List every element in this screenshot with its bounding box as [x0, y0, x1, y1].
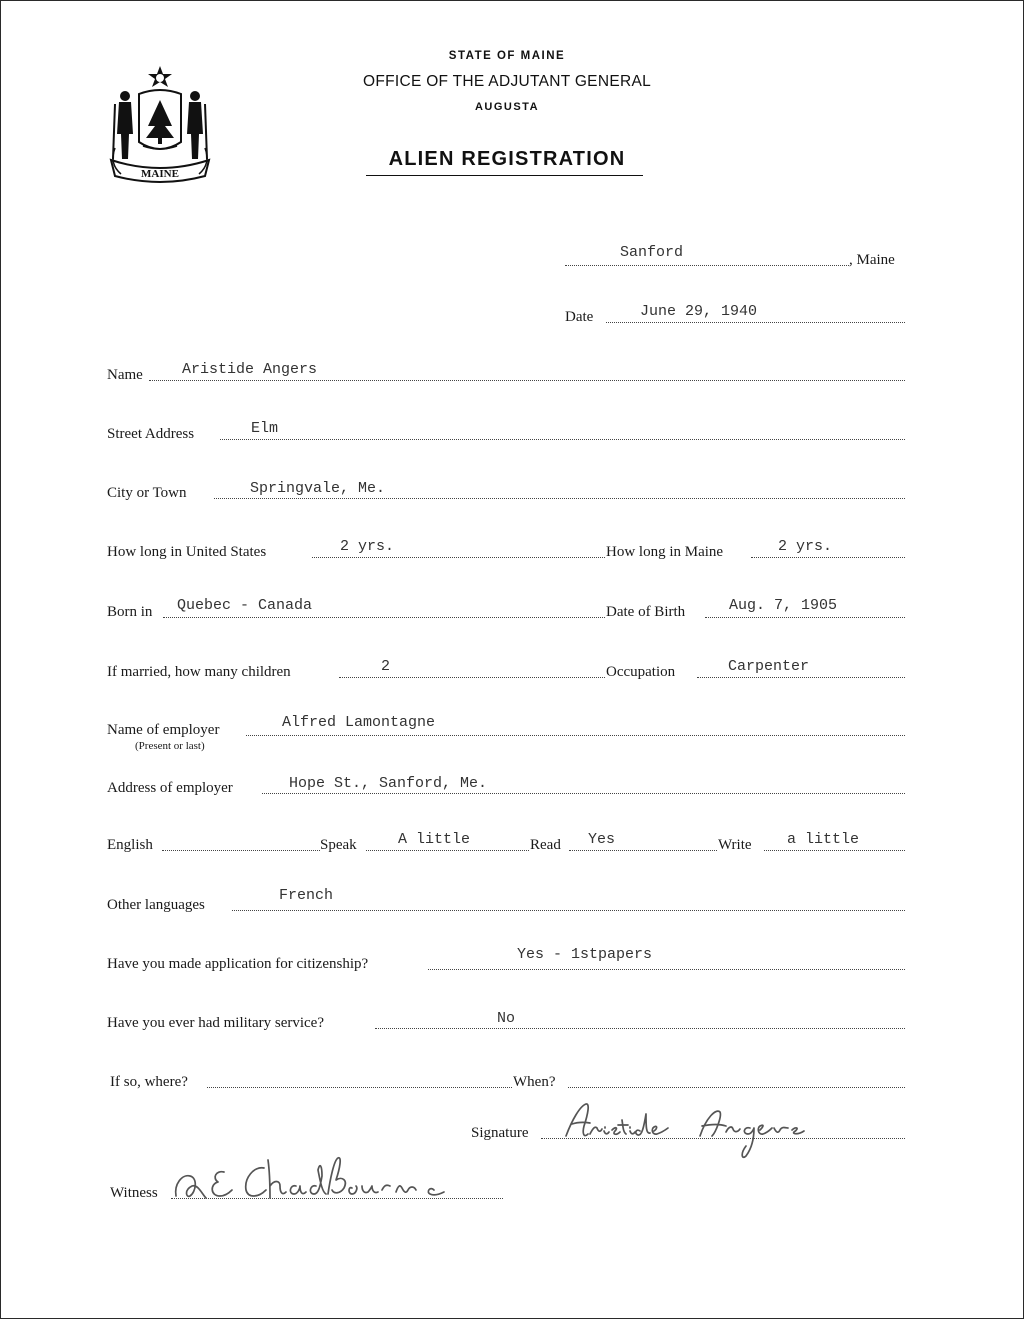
other-languages-label: Other languages — [107, 897, 205, 913]
town-value: Sanford — [620, 244, 684, 261]
born-in-label: Born in — [107, 604, 153, 620]
when-label: When? — [513, 1074, 556, 1090]
how-long-maine-field-line — [751, 557, 905, 558]
city-field-line — [214, 498, 905, 499]
write-field-line — [764, 850, 905, 851]
employer-address-label: Address of employer — [107, 780, 233, 796]
how-long-us-field-line — [312, 557, 605, 558]
born-in-field-line — [163, 617, 605, 618]
other-languages-value: French — [279, 887, 334, 904]
town-suffix: , Maine — [849, 252, 895, 268]
title-underline — [366, 175, 643, 176]
seal-text: MAINE — [141, 168, 179, 180]
city-value: Springvale, Me. — [250, 480, 386, 497]
citizenship-field-line — [428, 969, 905, 970]
witness-signature-handwriting — [172, 1150, 472, 1210]
other-languages-field-line — [232, 910, 905, 911]
name-field-line — [149, 380, 905, 381]
signature-label: Signature — [471, 1125, 529, 1141]
children-label: If married, how many children — [107, 664, 291, 680]
occupation-value: Carpenter — [728, 658, 810, 675]
name-label: Name — [107, 367, 143, 383]
city-heading: AUGUSTA — [474, 101, 540, 113]
employer-field-line — [246, 735, 905, 736]
english-label: English — [107, 837, 153, 853]
employer-address-value: Hope St., Sanford, Me. — [289, 775, 488, 792]
date-of-birth-label: Date of Birth — [606, 604, 686, 620]
occupation-label: Occupation — [606, 664, 676, 680]
street-address-field-line — [220, 439, 905, 440]
date-value: June 29, 1940 — [640, 303, 758, 320]
military-value: No — [497, 1010, 516, 1027]
date-of-birth-field-line — [705, 617, 905, 618]
where-label: If so, where? — [110, 1074, 188, 1090]
born-in-value: Quebec - Canada — [177, 597, 313, 614]
read-value: Yes — [588, 831, 616, 848]
date-of-birth-value: Aug. 7, 1905 — [729, 597, 838, 614]
witness-label: Witness — [110, 1185, 158, 1201]
citizenship-value: Yes - 1stpapers — [517, 946, 653, 963]
document-title: ALIEN REGISTRATION — [388, 148, 626, 170]
write-value: a little — [787, 831, 860, 848]
state-heading: STATE OF MAINE — [448, 50, 566, 62]
date-label: Date — [565, 309, 594, 325]
street-address-label: Street Address — [107, 426, 195, 442]
employer-value: Alfred Lamontagne — [282, 714, 436, 731]
employer-address-field-line — [262, 793, 905, 794]
military-label: Have you ever had military service? — [107, 1015, 324, 1031]
name-value: Aristide Angers — [182, 361, 318, 378]
where-field-line — [207, 1087, 512, 1088]
read-field-line — [569, 850, 717, 851]
how-long-us-value: 2 yrs. — [340, 538, 395, 555]
how-long-maine-value: 2 yrs. — [778, 538, 833, 555]
write-label: Write — [718, 837, 752, 853]
city-label: City or Town — [107, 485, 187, 501]
date-field-line — [606, 322, 905, 323]
speak-field-line — [366, 850, 529, 851]
when-field-line — [568, 1087, 905, 1088]
citizenship-label: Have you made application for citizenship? — [107, 956, 369, 972]
employer-label: Name of employer — [107, 722, 220, 738]
read-label: Read — [530, 837, 561, 853]
town-field-line — [565, 265, 849, 266]
street-address-value: Elm — [251, 420, 279, 437]
children-value: 2 — [381, 658, 391, 675]
signature-handwriting — [560, 1098, 850, 1164]
occupation-field-line — [697, 677, 905, 678]
children-field-line — [339, 677, 605, 678]
how-long-us-label: How long in United States — [107, 544, 267, 560]
military-field-line — [375, 1028, 905, 1029]
speak-value: A little — [398, 831, 471, 848]
office-heading: OFFICE OF THE ADJUTANT GENERAL — [362, 73, 652, 90]
how-long-maine-label: How long in Maine — [606, 544, 724, 560]
speak-label: Speak — [320, 837, 357, 853]
employer-sublabel: (Present or last) — [135, 740, 205, 752]
english-field-line — [162, 850, 320, 851]
